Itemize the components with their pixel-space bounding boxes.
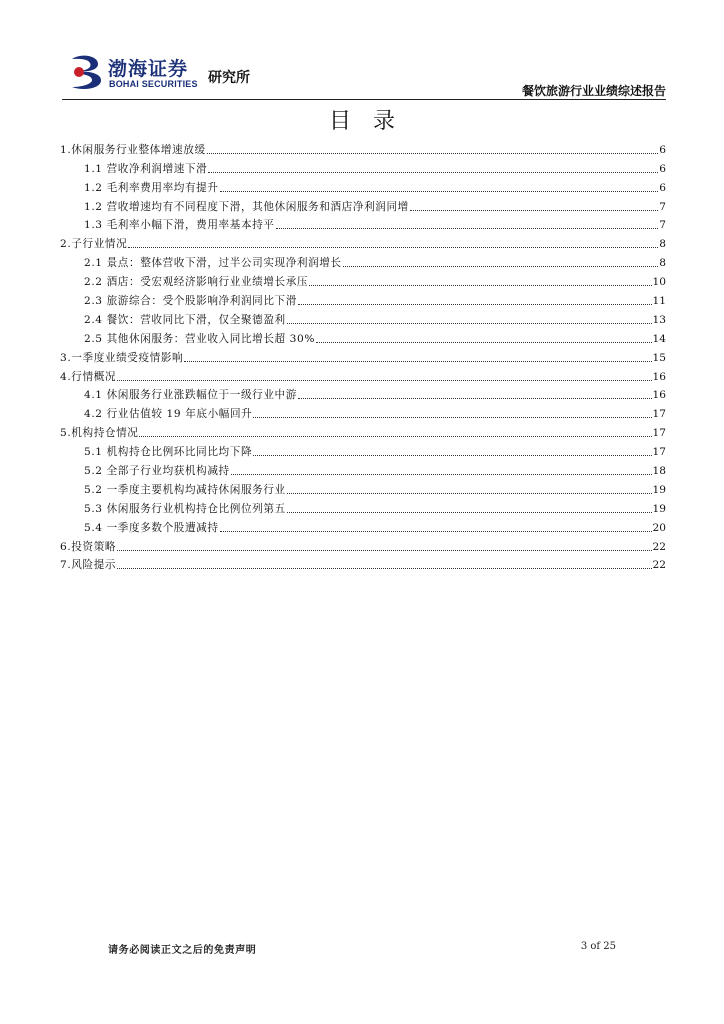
toc-dot-leader (316, 341, 651, 343)
toc-entry-label: 4.1 休闲服务行业涨跌幅位于一级行业中游 (84, 389, 297, 402)
toc-entry-page: 11 (652, 295, 666, 308)
toc-entry-page: 6 (659, 143, 666, 156)
toc-entry-label: 6.投资策略 (60, 540, 117, 553)
toc-dot-leader (231, 473, 652, 475)
toc-dot-leader (207, 152, 659, 154)
toc-entry-page: 17 (652, 427, 666, 440)
toc-entry-page: 22 (652, 559, 666, 572)
toc-entry[interactable] (60, 157, 666, 176)
bohai-logo-icon (68, 53, 104, 91)
toc-entry-label: 1.3 毛利率小幅下滑，费用率基本持平 (84, 219, 275, 232)
toc-entry-label: 2.5 其他休闲服务：营业收入同比增长超 30% (84, 332, 316, 345)
toc-entry-label: 1.休闲服务行业整体增速放缓 (60, 143, 206, 156)
report-title: 餐饮旅游行业业绩综述报告 (521, 84, 666, 98)
toc-entry-page: 18 (652, 465, 666, 478)
toc-dot-leader (253, 454, 651, 456)
toc-entry-page: 17 (652, 408, 666, 421)
toc-dot-leader (208, 171, 658, 173)
toc-entry-page: 22 (652, 540, 666, 553)
toc-entry[interactable] (60, 214, 666, 233)
toc-entry-label: 5.2 全部子行业均获机构减持 (84, 465, 230, 478)
toc-entry[interactable] (60, 554, 666, 573)
toc-entry-label: 4.行情概况 (60, 370, 117, 383)
toc-entry-page: 6 (659, 181, 666, 194)
toc-entry-label: 5.4 一季度多数个股遭减持 (84, 521, 219, 534)
toc-entry[interactable] (60, 402, 666, 421)
toc-dot-leader (343, 265, 659, 267)
toc-entry[interactable] (60, 516, 666, 535)
toc-entry[interactable] (60, 289, 666, 308)
toc-entry[interactable] (60, 497, 666, 516)
toc-entry-label: 5.机构持仓情况 (60, 427, 139, 440)
toc-entry-label: 1.1 营收净利润增速下滑 (84, 162, 208, 175)
toc-entry[interactable] (60, 384, 666, 403)
table-of-contents (60, 138, 666, 572)
toc-entry[interactable] (60, 346, 666, 365)
toc-title: 目录 (328, 109, 417, 134)
toc-entry[interactable] (60, 478, 666, 497)
toc-dot-leader (139, 435, 651, 437)
toc-entry-page: 8 (659, 257, 666, 270)
toc-entry-page: 10 (652, 276, 666, 289)
institute-name: 研究所 (208, 70, 250, 86)
toc-dot-leader (298, 303, 652, 305)
toc-entry-page: 17 (652, 446, 666, 459)
toc-dot-leader (128, 246, 658, 248)
toc-dot-leader (220, 530, 652, 532)
logo-english-name: BOHAI SECURITIES (109, 79, 198, 89)
toc-dot-leader (117, 549, 651, 551)
toc-entry[interactable] (60, 195, 666, 214)
toc-entry[interactable] (60, 251, 666, 270)
toc-entry[interactable] (60, 459, 666, 478)
toc-entry-page: 15 (652, 351, 666, 364)
toc-dot-leader (287, 511, 652, 513)
toc-dot-leader (184, 360, 651, 362)
toc-entry-label: 2.2 酒店：受宏观经济影响行业业绩增长承压 (84, 276, 309, 289)
toc-entry[interactable] (60, 308, 666, 327)
toc-entry-label: 1.2 毛利率费用率均有提升 (84, 181, 219, 194)
toc-dot-leader (287, 322, 652, 324)
toc-dot-leader (117, 567, 651, 569)
toc-entry-label: 3.一季度业绩受疫情影响 (60, 351, 184, 364)
toc-entry-page: 7 (659, 219, 666, 232)
footer-disclaimer: 请务必阅读正文之后的免责声明 (108, 945, 257, 956)
toc-entry-page: 6 (659, 162, 666, 175)
toc-entry-page: 13 (652, 313, 666, 326)
toc-entry-page: 8 (659, 238, 666, 251)
page-header (62, 50, 666, 100)
toc-entry-label: 2.1 景点：整体营收下滑，过半公司实现净利润增长 (84, 257, 342, 270)
toc-entry[interactable] (60, 176, 666, 195)
toc-entry[interactable] (60, 440, 666, 459)
toc-entry-label: 7.风险提示 (60, 559, 117, 572)
toc-dot-leader (117, 379, 651, 381)
toc-entry-page: 14 (652, 332, 666, 345)
toc-entry-label: 2.子行业情况 (60, 238, 128, 251)
toc-entry-label: 5.2 一季度主要机构均减持休闲服务行业 (84, 483, 286, 496)
toc-entry[interactable] (60, 270, 666, 289)
toc-entry-page: 19 (652, 502, 666, 515)
toc-entry-label: 4.2 行业估值较 19 年底小幅回升 (84, 408, 253, 421)
toc-entry-label: 1.2 营收增速均有不同程度下滑，其他休闲服务和酒店净利润同增 (84, 200, 409, 213)
toc-dot-leader (410, 209, 658, 211)
toc-entry-label: 5.3 休闲服务行业机构持仓比例位列第五 (84, 502, 286, 515)
toc-entry-page: 19 (652, 483, 666, 496)
bohai-securities-logo (68, 53, 318, 93)
toc-entry-label: 5.1 机构持仓比例环比同比均下降 (84, 446, 253, 459)
footer-page-number: 3 of 25 (580, 941, 616, 952)
toc-entry[interactable] (60, 421, 666, 440)
toc-entry-label: 2.3 旅游综合：受个股影响净利润同比下滑 (84, 295, 297, 308)
toc-entry[interactable] (60, 138, 666, 157)
toc-dot-leader (298, 397, 652, 399)
toc-entry-page: 16 (652, 389, 666, 402)
header-divider (62, 99, 666, 100)
toc-entry[interactable] (60, 365, 666, 384)
toc-entry-page: 7 (659, 200, 666, 213)
logo-chinese-name: 渤海证券 (108, 58, 189, 80)
toc-dot-leader (287, 492, 652, 494)
toc-dot-leader (220, 190, 659, 192)
toc-dot-leader (253, 416, 651, 418)
toc-entry[interactable] (60, 232, 666, 251)
toc-entry-label: 2.4 餐饮：营收同比下滑，仅全聚德盈利 (84, 313, 286, 326)
toc-entry[interactable] (60, 535, 666, 554)
toc-entry-page: 16 (652, 370, 666, 383)
toc-entry-page: 20 (652, 521, 666, 534)
toc-dot-leader (309, 284, 651, 286)
toc-dot-leader (276, 227, 659, 229)
toc-entry[interactable] (60, 327, 666, 346)
